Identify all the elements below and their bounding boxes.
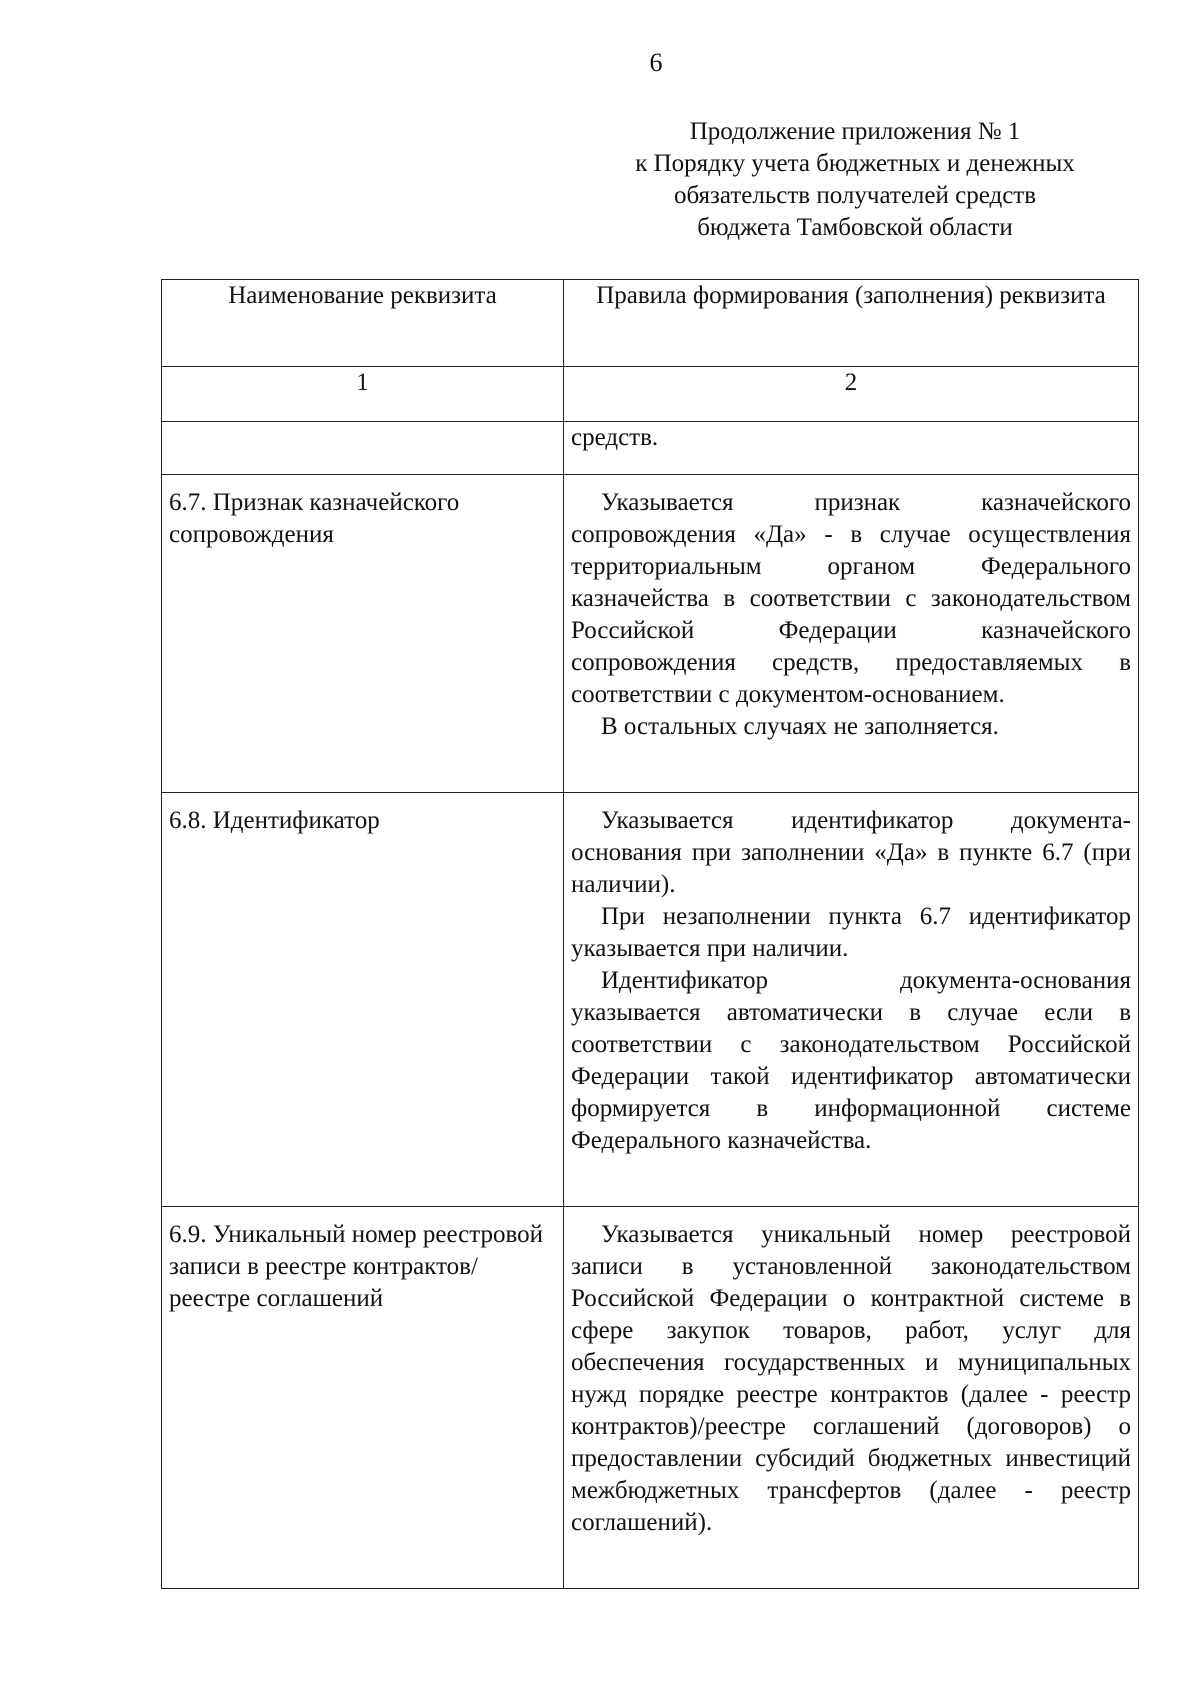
continuation-rules-cell: средств.: [564, 422, 1139, 475]
requisite-rules: [564, 1207, 1139, 1589]
appendix-heading: [615, 116, 1095, 244]
rule-paragraph: В остальных случаях не заполняется.: [601, 713, 999, 740]
requisite-name: 6.8. Идентификатор: [162, 793, 564, 1207]
requisite-rules: [564, 793, 1139, 1207]
appendix-line: обязательств получателей средств: [673, 182, 1037, 209]
requisite-rules: [564, 475, 1139, 793]
continuation-name-cell: [162, 422, 564, 475]
rule-paragraph: Указывается идентификатор документа-основания при заполнении «Да» в пункте 6.7 (при наличии).: [571, 807, 1131, 898]
rule-paragraph: При незаполнении пункта 6.7 идентификатор указывается при наличии.: [571, 903, 1131, 962]
rule-paragraph: Идентификатор документа-основания указывается автоматически в случае если в соответствии с законодательством Российской Федерации такой идентификатор автоматически формируется в информационной системе Федерального казначейства.: [571, 967, 1131, 1154]
table-row: [162, 475, 1139, 793]
page-number: 6: [649, 48, 663, 77]
continuation-row: [162, 422, 1139, 475]
appendix-line: Продолжение приложения № 1: [689, 118, 1021, 145]
table-row: [162, 1207, 1139, 1589]
rule-paragraph: Указывается уникальный номер реестровой записи в установленной законодательством Российской Федерации о контрактной системе в сфере закупок товаров, работ, услуг для обеспечения государственных и муниципальных нужд порядке реестре контрактов (далее - реестр контрактов)/реестре соглашений (договоров) о предоставлении субсидий бюджетных инвестиций межбюджетных трансфертов (далее - реестр соглашений).: [571, 1221, 1131, 1536]
header-requisite-name: Наименование реквизита: [162, 280, 564, 367]
requisite-name: 6.7. Признак казначейского сопровождения: [162, 475, 564, 793]
column-number-1: 1: [162, 367, 564, 422]
table-row: [162, 793, 1139, 1207]
requisites-table: [161, 279, 1139, 1589]
appendix-line: бюджета Тамбовской области: [697, 214, 1013, 241]
requisite-name: 6.9. Уникальный номер реестровой записи в реестре контрактов/реестре соглашений: [162, 1207, 564, 1589]
column-numbers-row: [162, 367, 1139, 422]
rule-paragraph: Указывается признак казначейского сопровождения «Да» - в случае осуществления территориальным органом Федерального казначейства в соответствии с законодательством Российской Федерации казначейского сопровождения средств, предоставляемых в соответствии с документом-основанием.: [571, 489, 1131, 708]
column-number-2: 2: [564, 367, 1139, 422]
table-header-row: [162, 280, 1139, 367]
header-filling-rules: Правила формирования (заполнения) реквизита: [564, 280, 1139, 367]
appendix-line: к Порядку учета бюджетных и денежных: [635, 150, 1075, 177]
